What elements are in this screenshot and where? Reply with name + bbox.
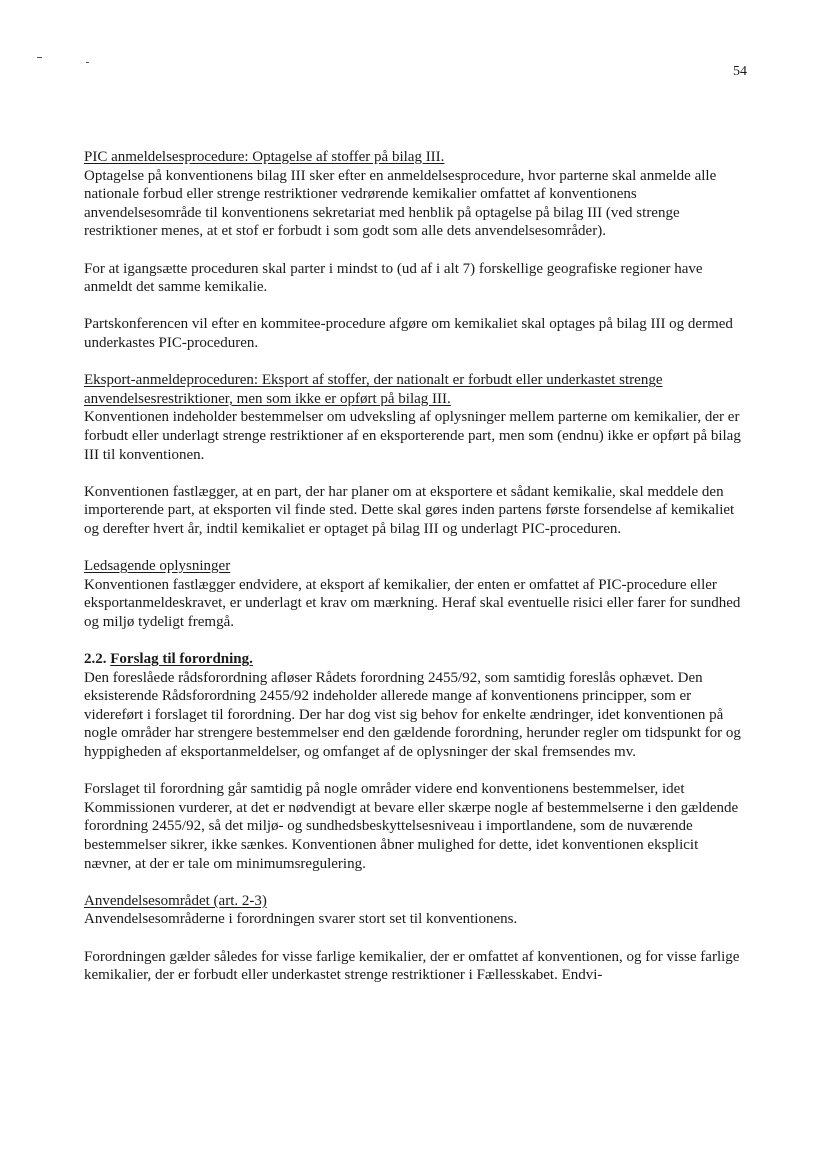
paragraph: Konventionen fastlægger, at en part, der har planer om at eksportere et sådant kemikalie, skal meddele den importerende part, at eksporten vil finde sted. Dette skal gøres inden partens første forsendelse af kemikaliet og derefter hvert år, indtil kemikaliet er optaget på bilag III og underlagt PIC-proceduren. [84, 483, 735, 537]
page-number: 54 [733, 64, 747, 79]
paragraph: For at igangsætte proceduren skal parter i mindst to (ud af i alt 7) forskellige geografiske regioner have anmeldt det samme kemikalie. [84, 260, 703, 296]
paragraph: Partskonferencen vil efter en kommitee-procedure afgøre om kemikaliet skal optages på bilag III og dermed underkastes PIC-proceduren. [84, 316, 733, 351]
section-heading: PIC anmeldelsesprocedure: Optagelse af stoffer på bilag III. [84, 149, 445, 165]
section-heading: Forslag til forordning. [110, 651, 253, 668]
section-export-notification [84, 371, 748, 538]
section-accompanying-info [84, 557, 748, 631]
section-regulation-proposal [84, 650, 748, 873]
scan-speck [37, 57, 42, 58]
document-body [84, 148, 748, 985]
section-heading: Ledsagende oplysninger [84, 558, 231, 575]
section-scope [84, 892, 748, 985]
paragraph: Konventionen fastlægger endvidere, at eksport af kemikalier, der enten er omfattet af PIC-procedure eller eksportanmeldeskravet, er underlagt et krav om mærkning. Heraf skal eventuelle risici eller farer for sundhed og miljø tydeligt fremgå. [84, 576, 741, 630]
scan-speck [86, 62, 89, 63]
paragraph: Forordningen gælder således for visse farlige kemikalier, der er omfattet af konventionen, og for visse farlige kemikalier, der er forbudt eller underkastet strenge restriktioner i Fællesskabet. Endvi- [84, 948, 740, 984]
numbered-section-heading [84, 650, 748, 669]
section-heading: Anvendelsesområdet (art. 2-3) [84, 892, 267, 909]
paragraph: Anvendelsesområderne i forordningen svarer stort set til konventionens. [84, 911, 518, 928]
section-pic-procedure [84, 148, 748, 353]
section-number: 2.2. [84, 651, 107, 668]
section-heading: Eksport-anmeldeproceduren: Eksport af stoffer, der nationalt er forbudt eller underkastet strenge anvendelsesrestriktioner, men som ikke er opført på bilag III. [84, 372, 663, 407]
paragraph: Den foreslåede rådsforordning afløser Rådets forordning 2455/92, som samtidig foreslås ophævet. Den eksisterende Rådsforordning 2455/92 indeholder allerede mange af konventionens principper, som er videreført i forslaget til forordning. Der har dog vist sig behov for enkelte ændringer, idet konventionen på nogle områder har strengere bestemmelser end den gældende forordning, herunder regler om tidspunkt for og hyppigheden af eksportanmeldelser, og omfanget af de oplysninger der skal fremsendes mv. [84, 669, 741, 760]
paragraph: Optagelse på konventionens bilag III sker efter en anmeldelsesprocedure, hvor parterne skal anmelde alle nationale forbud eller strenge restriktioner vedrørende kemikalier omfattet af konventionens anvendelsesområde til konventionens sekretariat med henblik på optagelse på bilag III (ved strenge restriktioner menes, at et stof er forbudt i som godt som alle dets anvendelsesområder). [84, 167, 717, 240]
paragraph: Forslaget til forordning går samtidig på nogle områder videre end konventionens bestemmelser, idet Kommissionen vurderer, at det er nødvendigt at bevare eller skærpe nogle af bestemmelserne i den gældende forordning 2455/92, så det miljø- og sundhedsbeskyttelsesniveau i importlandene, som de nuværende bestemmelser sikrer, ikke sænkes. Konventionen åbner mulighed for dette, idet konventionen eksplicit nævner, at der er tale om minimumsregulering. [84, 781, 739, 872]
paragraph: Konventionen indeholder bestemmelser om udveksling af oplysninger mellem parterne om kemikalier, der er forbudt eller underlagt strenge restriktioner af en eksporterende part, men som (endnu) ikke er opført på bilag III til konventionen. [84, 409, 741, 463]
